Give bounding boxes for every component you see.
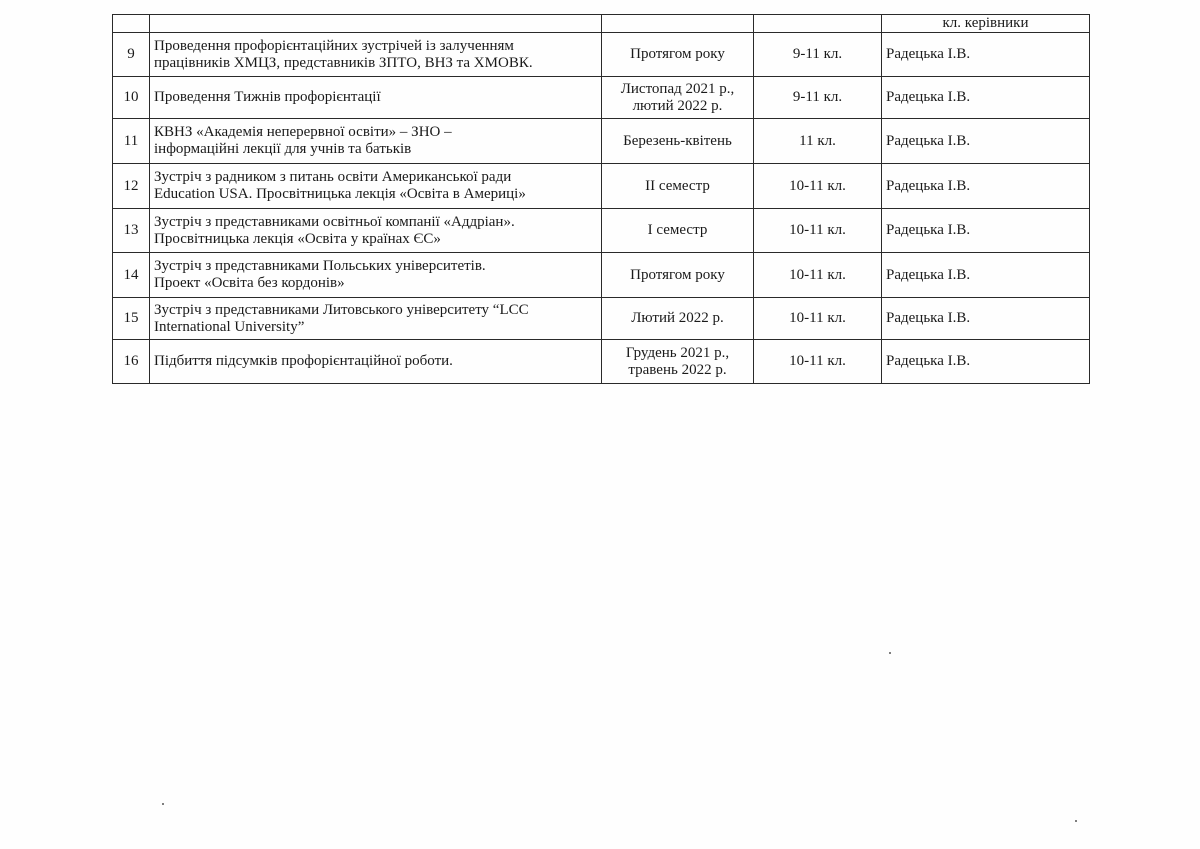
term-text-line: ІІ семестр xyxy=(645,177,710,194)
table-row xyxy=(113,15,1090,33)
table-row xyxy=(113,209,1090,253)
term-text-line: Протягом року xyxy=(630,266,725,283)
event-text-line: працівників ХМЦЗ, представників ЗПТО, ВНЗ та ХМОВК. xyxy=(154,54,533,71)
responsible-cell: Радецька І.В. xyxy=(882,77,1090,119)
responsible-cell: Радецька І.В. xyxy=(882,33,1090,77)
event-text-line: Проект «Освіта без кордонів» xyxy=(154,275,345,291)
term-text-line: Грудень 2021 р., xyxy=(625,344,730,361)
participants-cell: 9-11 кл. xyxy=(754,33,882,77)
event-text-line: Підбиття підсумків профорієнтаційної роботи. xyxy=(154,353,453,369)
scan-speck xyxy=(162,803,164,805)
responsible-cell: Радецька І.В. xyxy=(882,119,1090,164)
event-cell xyxy=(150,33,602,77)
row-number-cell: 9 xyxy=(113,33,150,77)
row-number-cell: 13 xyxy=(113,209,150,253)
row-number-cell: 16 xyxy=(113,340,150,384)
term-cell xyxy=(602,209,754,253)
term-text-line: Березень-квітень xyxy=(623,132,732,149)
term-cell xyxy=(602,15,754,33)
participants-cell xyxy=(754,15,882,33)
event-cell xyxy=(150,340,602,384)
event-cell xyxy=(150,298,602,340)
term-text-line: Лютий 2022 р. xyxy=(631,310,724,326)
event-cell xyxy=(150,119,602,164)
table-row xyxy=(113,119,1090,164)
event-text-line: Зустріч з радником з питань освіти Американської ради xyxy=(154,169,512,185)
scan-speck xyxy=(889,652,891,654)
event-text-line: Зустріч з представниками освітньої компанії «Аддріан». xyxy=(154,213,515,230)
table-row xyxy=(113,77,1090,119)
term-cell xyxy=(602,119,754,164)
event-text-line: Зустріч з представниками Литовського університету “LCC xyxy=(154,301,529,318)
term-text-line: лютий 2022 р. xyxy=(632,97,723,114)
row-number-cell: 15 xyxy=(113,298,150,340)
responsible-cell: Радецька І.В. xyxy=(882,164,1090,209)
row-number-cell: 11 xyxy=(113,119,150,164)
term-cell xyxy=(602,340,754,384)
participants-cell: 10-11 кл. xyxy=(754,253,882,298)
term-cell xyxy=(602,77,754,119)
event-text-line: Education USA. Просвітницька лекція «Освіта в Америці» xyxy=(154,186,526,202)
term-cell xyxy=(602,298,754,340)
participants-cell: 10-11 кл. xyxy=(754,298,882,340)
participants-cell: 10-11 кл. xyxy=(754,340,882,384)
event-text-line: Проведення Тижнів профорієнтації xyxy=(154,89,381,105)
event-text-line: КВНЗ «Академія неперервної освіти» – ЗНО – xyxy=(154,124,452,140)
responsible-cell: Радецька І.В. xyxy=(882,340,1090,384)
term-text-line: І семестр xyxy=(647,222,708,238)
event-text-line: International University” xyxy=(154,318,305,335)
event-cell xyxy=(150,77,602,119)
table-row xyxy=(113,164,1090,209)
term-text-line: Протягом року xyxy=(630,46,725,62)
participants-cell: 9-11 кл. xyxy=(754,77,882,119)
event-cell xyxy=(150,15,602,33)
responsible-cell: кл. керівники xyxy=(882,15,1090,33)
row-number-cell xyxy=(113,15,150,33)
table-row xyxy=(113,33,1090,77)
responsible-cell: Радецька І.В. xyxy=(882,298,1090,340)
scan-speck xyxy=(1075,820,1077,822)
row-number-cell: 10 xyxy=(113,77,150,119)
participants-cell: 10-11 кл. xyxy=(754,209,882,253)
table-row xyxy=(113,298,1090,340)
event-cell xyxy=(150,164,602,209)
term-cell xyxy=(602,253,754,298)
term-text-line: травень 2022 р. xyxy=(628,361,727,378)
event-text-line: Просвітницька лекція «Освіта у країнах ЄС» xyxy=(154,230,441,247)
table-row xyxy=(113,253,1090,298)
row-number-cell: 12 xyxy=(113,164,150,209)
table-row xyxy=(113,340,1090,384)
term-cell xyxy=(602,33,754,77)
participants-cell: 11 кл. xyxy=(754,119,882,164)
participants-cell: 10-11 кл. xyxy=(754,164,882,209)
event-text-line: інформаційні лекції для учнів та батьків xyxy=(154,141,412,157)
responsible-cell: Радецька І.В. xyxy=(882,253,1090,298)
event-text-line: Проведення профорієнтаційних зустрічей із залученням xyxy=(154,37,514,54)
event-cell xyxy=(150,253,602,298)
career-guidance-plan-table xyxy=(112,14,1090,384)
responsible-cell: Радецька І.В. xyxy=(882,209,1090,253)
term-cell xyxy=(602,164,754,209)
row-number-cell: 14 xyxy=(113,253,150,298)
event-text-line: Зустріч з представниками Польських університетів. xyxy=(154,258,486,274)
event-cell xyxy=(150,209,602,253)
term-text-line: Листопад 2021 р., xyxy=(620,80,735,97)
